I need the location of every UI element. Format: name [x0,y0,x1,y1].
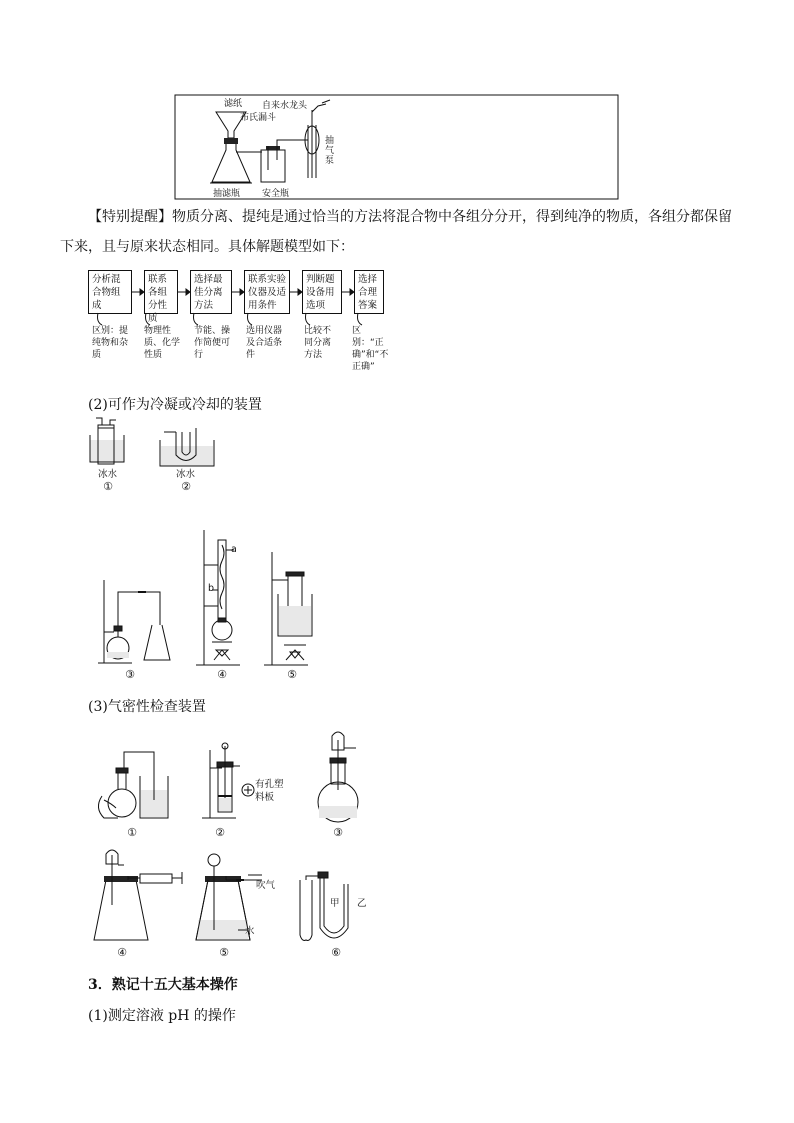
yi-label: 乙 [357,898,367,909]
figure-number: ③ [125,668,135,681]
figure-number: ③ [333,826,343,839]
filter-paper-label: 滤纸 [224,99,243,109]
figure-number: ① [103,480,113,493]
flow-step-6: 选择合理答案 [354,270,384,314]
figure-number: ② [181,480,191,493]
suction-flask-label: 抽滤瓶 [213,189,241,199]
flow-step-5: 判断题设备用选项 [302,270,342,314]
flow-step-4: 联系实验仪器及适用条件 [244,270,290,314]
inlet-label-a: a [231,544,237,555]
figure-number: ⑤ [287,668,297,681]
jia-label: 甲 [330,898,340,909]
water-label: 水 [245,926,255,937]
safety-bottle-label: 安全瓶 [262,189,290,199]
inlet-label-b: b [208,583,215,594]
flow-sub-4: 选用仪器及合适条件 [246,326,283,360]
subheading-ph-operation: (1)测定溶液 pH 的操作 [88,1008,236,1024]
flow-sub-2: 物理性质、化学性质 [144,326,181,360]
tip-prefix: 【特别提醒】 [88,209,172,225]
figure-number: ① [127,826,137,839]
tip-paragraph-line2: 下来，且与原来状态相同。具体解题模型如下： [60,239,354,255]
figure-number: ② [215,826,225,839]
faucet-label: 自来水龙头 [262,101,308,111]
pump-label: 抽气泵 [325,136,335,166]
figure-number: ④ [217,668,227,681]
flow-sub-5: 比较不同分离方法 [304,326,332,360]
perforated-plate-label [255,778,284,804]
blow-label: 吹气 [256,880,276,891]
flow-step-3: 选择最佳分离方法 [190,270,232,314]
figure-number: ⑤ [219,946,229,959]
buchner-funnel-label: 布氏漏斗 [240,113,277,123]
flow-step-2: 联系各组分性质 [144,270,178,314]
flow-sub-3: 节能、操作简便可行 [194,326,231,360]
ice-water-label-1: 冰水 [98,469,118,480]
flow-sub-6: 区别：“正确”和“不正确” [352,326,389,372]
section2-heading: (2)可作为冷凝或冷却的装置 [88,397,262,413]
section3-heading: (3)气密性检查装置 [88,699,206,715]
tip-line1: 物质分离、提纯是通过恰当的方法将混合物中各组分分开，得到纯净的物质，各组分都保留 [172,209,732,225]
figure-number: ⑥ [331,946,341,959]
figure-number: ④ [117,946,127,959]
perforated-plate-label-line2: 料板 [255,792,275,803]
flow-sub-1: 区别：提纯物和杂质 [92,326,129,360]
perforated-plate-label-line1: 有孔塑 [255,779,284,790]
heading-basic-operations: 3．熟记十五大基本操作 [88,977,238,993]
flow-step-1: 分析混合物组成 [88,270,132,314]
ice-water-label-2: 冰水 [176,469,196,480]
